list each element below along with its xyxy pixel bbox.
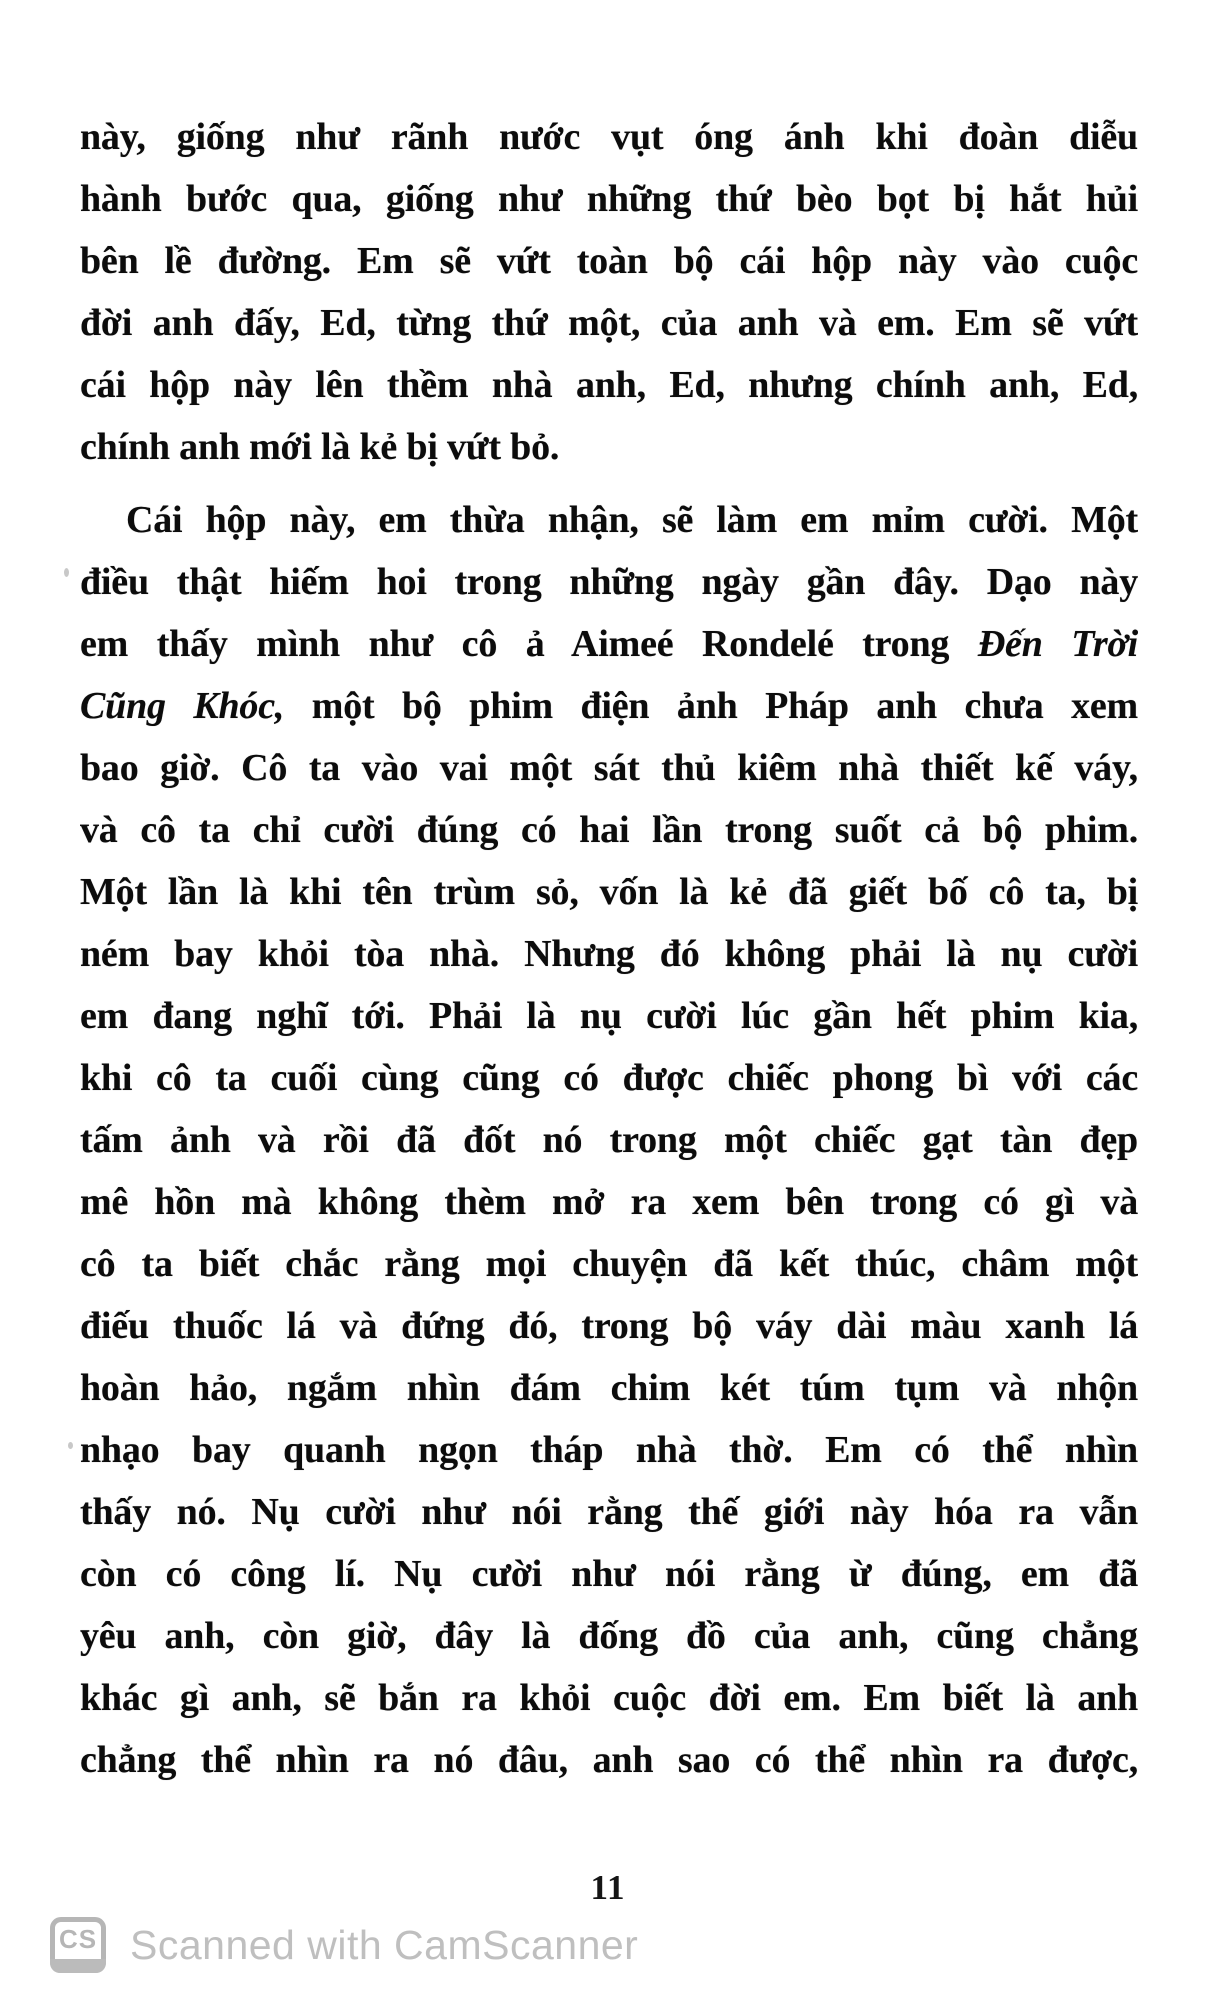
camscanner-watermark [50, 1916, 638, 1974]
text-segment: hoàn hảo, ngắm nhìn đám chim két túm tụm và nhộn [80, 1367, 1138, 1409]
text-line [80, 799, 1138, 861]
text-segment: điều thật hiếm hoi trong những ngày gần đây. Dạo này [80, 561, 1138, 603]
text-segment: yêu anh, còn giờ, đây là đống đồ của anh, cũng chẳng [80, 1615, 1138, 1657]
text-segment: ném bay khỏi tòa nhà. Nhưng đó không phải là nụ cười [80, 933, 1138, 975]
text-line [80, 1667, 1138, 1729]
text-line [80, 1729, 1138, 1791]
text-line [80, 489, 1138, 551]
text-line [80, 551, 1138, 613]
text-segment: đời anh đấy, Ed, từng thứ một, của anh và em. Em sẽ vứt [80, 302, 1138, 344]
text-segment: tấm ảnh và rồi đã đốt nó trong một chiếc gạt tàn đẹp [80, 1119, 1138, 1161]
text-segment: Một lần là khi tên trùm sỏ, vốn là kẻ đã giết bố cô ta, bị [80, 871, 1138, 913]
text-segment: thấy nó. Nụ cười như nói rằng thế giới này hóa ra vẫn [80, 1491, 1138, 1533]
text-segment: chẳng thể nhìn ra nó đâu, anh sao có thể nhìn ra được, [80, 1739, 1138, 1781]
text-line [80, 416, 1138, 478]
text-segment: em đang nghĩ tới. Phải là nụ cười lúc gần hết phim kia, [80, 995, 1138, 1037]
text-line [80, 613, 1138, 675]
text-line [80, 292, 1138, 354]
text-line [80, 1543, 1138, 1605]
text-line [80, 1295, 1138, 1357]
watermark-text: Scanned with CamScanner [130, 1921, 639, 1968]
text-line [80, 1047, 1138, 1109]
text-line [80, 106, 1138, 168]
text-segment: khi cô ta cuối cùng cũng có được chiếc phong bì với các [80, 1057, 1138, 1099]
text-line [80, 1109, 1138, 1171]
text-segment-italic: Cũng Khóc, [80, 685, 285, 727]
text-segment: này, giống như rãnh nước vụt óng ánh khi đoàn diễu [80, 116, 1138, 158]
text-segment: cái hộp này lên thềm nhà anh, Ed, nhưng chính anh, Ed, [80, 364, 1138, 406]
page-text [80, 106, 1138, 1791]
text-line [80, 675, 1138, 737]
paragraph [80, 106, 1138, 478]
text-line [80, 168, 1138, 230]
text-segment: cô ta biết chắc rằng mọi chuyện đã kết thúc, châm một [80, 1243, 1138, 1285]
text-segment: Cái hộp này, em thừa nhận, sẽ làm em mỉm cười. Một [126, 499, 1138, 541]
text-line [80, 1605, 1138, 1667]
camscanner-badge-bar [50, 1959, 106, 1973]
text-segment: điếu thuốc lá và đứng đó, trong bộ váy dài màu xanh lá [80, 1305, 1138, 1347]
text-line [80, 985, 1138, 1047]
text-segment: một bộ phim điện ảnh Pháp anh chưa xem [284, 685, 1138, 727]
text-line [80, 1357, 1138, 1419]
text-segment: bên lề đường. Em sẽ vứt toàn bộ cái hộp này vào cuộc [80, 240, 1138, 282]
camscanner-logo-icon [50, 1917, 106, 1973]
text-line [80, 923, 1138, 985]
text-line [80, 1233, 1138, 1295]
paragraph [80, 489, 1138, 1791]
text-segment: mê hồn mà không thèm mở ra xem bên trong có gì và [80, 1181, 1138, 1223]
text-line [80, 230, 1138, 292]
text-segment: nhạo bay quanh ngọn tháp nhà thờ. Em có thể nhìn [80, 1429, 1138, 1471]
text-line [80, 861, 1138, 923]
text-segment: còn có công lí. Nụ cười như nói rằng ừ đúng, em đã [80, 1553, 1138, 1595]
text-segment: hành bước qua, giống như những thứ bèo bọt bị hắt hủi [80, 178, 1138, 220]
text-segment-italic: Đến Trời [977, 623, 1138, 665]
scan-artifact [68, 1442, 73, 1449]
text-line [80, 1171, 1138, 1233]
text-segment: bao giờ. Cô ta vào vai một sát thủ kiêm nhà thiết kế váy, [80, 747, 1138, 789]
text-line [80, 354, 1138, 416]
text-line [80, 1481, 1138, 1543]
page-number: 11 [590, 1868, 626, 1907]
scan-artifact [64, 568, 69, 577]
text-segment: khác gì anh, sẽ bắn ra khỏi cuộc đời em. Em biết là anh [80, 1677, 1138, 1719]
text-line [80, 1419, 1138, 1481]
camscanner-badge-text: CS [58, 1923, 98, 1954]
text-segment: em thấy mình như cô ả Aimeé Rondelé trong [80, 623, 978, 665]
text-segment: và cô ta chỉ cười đúng có hai lần trong suốt cả bộ phim. [80, 809, 1138, 851]
text-line [80, 737, 1138, 799]
text-segment: chính anh mới là kẻ bị vứt bỏ. [80, 426, 560, 468]
